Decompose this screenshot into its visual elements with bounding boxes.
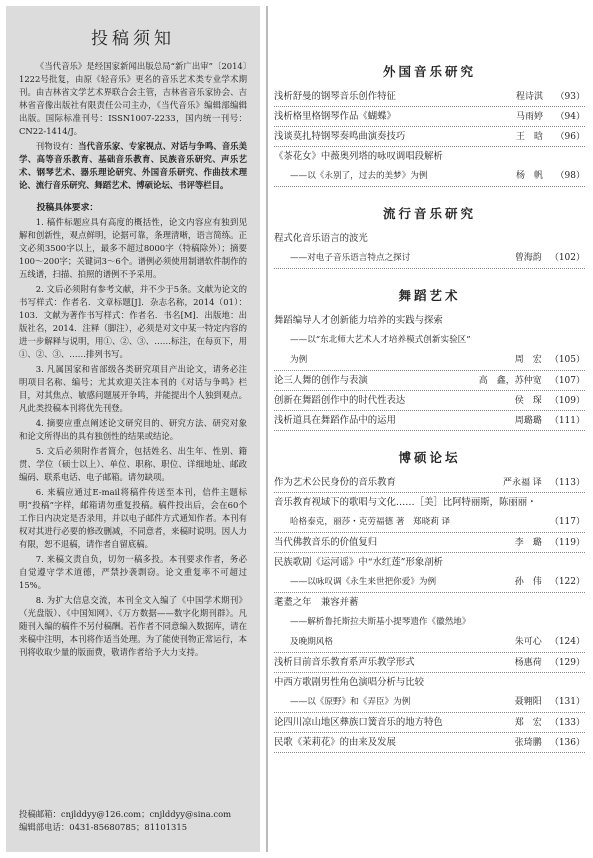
entry-title: 舞蹈编导人才创新能力培养的实践与探索 (274, 315, 443, 326)
toc-entry[interactable] (274, 371, 585, 391)
entry-author: 杨 帆 (515, 171, 543, 181)
entry-page: （98） (555, 171, 585, 181)
column-divider (266, 6, 268, 852)
email-line: 投稿邮箱：cnjlddyy@126.com；cnjlddyy@sina.com (19, 809, 232, 819)
toc-entry[interactable] (274, 351, 585, 371)
entry-page: （133） (549, 718, 585, 728)
entry-author: 郑 宏 (514, 718, 542, 728)
entry-page: （136） (549, 738, 585, 748)
entry-page: （111） (549, 416, 585, 426)
entry-page: （94） (555, 112, 585, 122)
toc-entry[interactable] (274, 533, 585, 553)
entry-title: 浅析格里格钢琴作品《蝴蝶》 (274, 111, 396, 122)
entry-title: ——以“东北师大艺术人才培养模式创新实验区” (290, 335, 471, 345)
toc-entry[interactable] (274, 733, 585, 753)
entry-title: 论四川凉山地区彝族口簧音乐的地方特色 (274, 717, 443, 728)
entry-title: 民族歌剧《运河谣》中“水红莲”形象剖析 (274, 557, 443, 568)
intro-paragraph: 《当代音乐》是经国家新闻出版总局“新广出审”〔2014〕1222号批复，由原《轻音乐》更名的音乐艺术类专业学术期刊。由吉林省文学艺术界联合会主管，吉林省音乐家协会、吉林省音像出版社有限责任公司主办，《当代音乐》编辑部编辑出版。国际标准刊号：ISSN1007-2233，国内统一刊号：CN22-1414/J。 (19, 61, 247, 136)
entry-title: 浅析舒曼的钢琴音乐创作特征 (274, 91, 396, 102)
entry-title: 浅析道具在舞蹈作品中的运用 (274, 415, 396, 426)
toc-entry[interactable] (274, 411, 585, 431)
entry-author: 马雨婷 (515, 112, 543, 122)
entry-page: （107） (549, 376, 585, 386)
section-title: 舞蹈艺术 (398, 288, 461, 303)
phone-line: 编辑部电话：0431-85680785；81101315 (19, 822, 188, 832)
entry-title: 民歌《茉莉花》的由来及发展 (274, 737, 396, 748)
rule-paragraph: 6. 来稿应通过E-mail将稿件传送至本刊，信件主题标明“投稿”字样，邮箱请勿重复投稿。稿件投出后，会在60个工作日内决定是否录用，并以电子邮件方式通知作者。本刊有权对其进行必要的修改删减，不同意者，来稿时说明。因人力有限，恕不退稿，请作者自留底稿。 (19, 487, 247, 549)
entry-page: （105） (549, 355, 585, 365)
toc-entry[interactable] (274, 573, 585, 593)
entry-title: 创新在舞蹈创作中的时代性表达 (274, 395, 406, 406)
entry-author: 周璐璐 (514, 416, 542, 426)
entry-title: 耄耋之年 兼容并蓄 (274, 597, 359, 608)
entry-author: 高 鑫，苏仲宽 (478, 376, 542, 386)
rule-paragraph: 3. 凡属国家和省部级各类研究项目产出论文，请务必注明项目名称、编号；尤其欢迎关注本刊的《对话与争鸣》栏目，对其焦点、敏感问题展开争鸣，并能提出个人独到观点。凡此类投稿本刊将优先刊登。 (19, 364, 247, 413)
toc-entry[interactable] (274, 147, 585, 167)
entry-page: （129） (549, 658, 585, 668)
entry-title: 当代佛教音乐的价值复归 (274, 537, 378, 548)
entry-page: （131） (549, 697, 585, 707)
entry-page: （119） (549, 538, 585, 548)
entry-title: ——以《原野》和《弄臣》为例 (290, 697, 411, 707)
toc-entry[interactable] (274, 633, 585, 653)
toc-entry[interactable] (274, 311, 585, 331)
entry-title: 及晚期风格 (290, 637, 333, 647)
rule-paragraph: 5. 文后必须附作者简介，包括姓名、出生年、性别、籍贯、学位（硕士以上）、单位、职称、职位、详细地址、邮政编码、联系电话、电子邮箱。请勿缺项。 (19, 446, 247, 482)
entry-title: ——解析鲁托斯拉夫斯基小提琴遗作《徽然地》 (290, 617, 471, 627)
rule-paragraph: 2. 文后必须附有参考文献，并不少于5条。文献为论文的书写样式：作者名．文章标题[J]．杂志名称，2014（01）：103．文献为著作书写样式：作者名．书名[M]．出版地：出版社名，2014．注释（脚注），必须是对文中某一特定内容的进一步解释与说明，用①、②、③、……标注，在每页下，用①、②、③、……排列书写。 (19, 284, 247, 359)
toc-entry[interactable] (274, 229, 585, 249)
toc-entry[interactable] (274, 167, 585, 187)
contact-footer (19, 808, 231, 834)
toc-entry[interactable] (274, 653, 585, 673)
entry-author: 周 宏 (514, 355, 542, 365)
entry-author: 聂翱阳 (514, 697, 542, 707)
entry-author: 曾海韵 (514, 253, 542, 263)
entry-page: （122） (549, 577, 585, 587)
entry-author: 杨惠荷 (514, 658, 542, 668)
toc-entry[interactable] (274, 331, 585, 351)
toc-entry[interactable] (274, 553, 585, 573)
entry-page: （96） (555, 132, 585, 142)
columns-lead: 刊物设有： (35, 141, 79, 151)
entry-title: ——以咏叹调《永生来世把你爱》为例 (290, 577, 437, 587)
requirements-title: 投稿具体要求： (36, 203, 99, 213)
toc-entry[interactable] (274, 613, 585, 633)
entry-author: 朱可心 (514, 637, 542, 647)
submission-guidelines-panel (6, 6, 260, 852)
entry-page: （102） (549, 253, 585, 263)
entry-title: 论三人舞的创作与表演 (274, 375, 368, 386)
toc-entry[interactable] (274, 391, 585, 411)
entry-title: ——对电子音乐语言特点之探讨 (290, 253, 411, 263)
toc-entry[interactable] (274, 713, 585, 733)
table-of-contents (274, 62, 585, 770)
entry-author: 孙 伟 (514, 577, 542, 587)
entry-author: 李 璐 (514, 538, 542, 548)
entry-title: 程式化音乐语言的波光 (274, 233, 368, 244)
entry-page: （109） (549, 396, 585, 406)
toc-entry[interactable] (274, 473, 585, 493)
entry-author: 严永福 译 (502, 478, 542, 488)
guidelines-title: 投稿须知 (91, 29, 175, 49)
entry-page: （113） (549, 478, 585, 488)
entry-page: （124） (549, 637, 585, 647)
rule-paragraph: 8. 为扩大信息交流，本刊全文入编了《中国学术期刊》（光盘版）、《中国知网》、《万方数据——数字化期刊群》。凡随刊入编的稿件不另付稿酬。若作者不同意编入数据库，请在来稿中注明，本刊将作适当处理。为了能使刊物正常运行，本刊将收取少量的版面费，敬请作者给予大力支持。 (19, 595, 247, 657)
entry-title: 音乐教育视域下的歌唱与文化……［美］比阿特丽斯，陈丽丽・ (274, 497, 537, 508)
entry-author: 侯 琛 (514, 396, 542, 406)
rule-paragraph: 1. 稿件标题应具有高度的概括性，论文内容应有独到见解和创新性，观点鲜明，论据可靠，条理清晰，语言简练。正文必须3500字以上，最多不超过8000字（特稿除外）；摘要100～200字；关键词3～6个。谱例必须使用制谱软件制作的五线谱，扫描、拍照的谱例不予采用。 (19, 217, 247, 279)
toc-section (274, 62, 585, 187)
toc-entry[interactable] (274, 127, 585, 147)
entry-title: 浅析目前音乐教育系声乐教学形式 (274, 657, 415, 668)
toc-entry[interactable] (274, 513, 585, 533)
entry-page: （117） (549, 517, 585, 527)
toc-section (274, 448, 585, 753)
entry-author: 王 晗 (515, 132, 543, 142)
toc-entry[interactable] (274, 673, 585, 693)
entry-title: 中西方歌剧男性角色演唱分析与比较 (274, 677, 425, 688)
entry-title: 哈格泰克，丽莎・克劳福德 著 郑晓莉 译 (290, 517, 451, 527)
section-title: 外国音乐研究 (382, 64, 476, 79)
columns-list: 当代音乐家、专家视点、对话与争鸣、音乐美学、高等音乐教育、基础音乐教育、民族音乐研究、声乐艺术、钢琴艺术、器乐理论研究、外国音乐研究、作曲技术理论、流行音乐研究、舞蹈艺术、博硕论坛、书评等栏目。 (19, 141, 248, 190)
entry-author: 程诗淇 (515, 92, 543, 102)
entry-title: 作为艺术公民身份的音乐教育 (274, 477, 396, 488)
entry-title: 浅谈莫扎特钢琴奏鸣曲演奏技巧 (274, 131, 406, 142)
entry-title: 为例 (290, 355, 308, 365)
entry-title: 《茶花女》中薇奥列塔的咏叹调唱段解析 (274, 151, 443, 162)
toc-section (274, 286, 585, 431)
entry-page: （93） (555, 92, 585, 102)
toc-entry[interactable] (274, 107, 585, 127)
columns-paragraph (19, 140, 247, 192)
toc-entry[interactable] (274, 693, 585, 713)
entry-title: ——以《永别了，过去的美梦》为例 (290, 171, 428, 181)
section-title: 流行音乐研究 (382, 206, 476, 221)
toc-section (274, 204, 585, 269)
rule-paragraph: 7. 来稿文责自负，切勿一稿多投。本刊要求作者，务必自觉遵守学术道德，严禁抄袭剽窃。论文重复率不可超过15%。 (19, 554, 247, 590)
toc-entry[interactable] (274, 493, 585, 513)
toc-entry[interactable] (274, 593, 585, 613)
toc-entry[interactable] (274, 249, 585, 269)
entry-author: 张琦鹏 (514, 738, 542, 748)
rule-paragraph: 4. 摘要应重点阐述论文研究目的、研究方法、研究对象和论文所得出的具有独创性的结果或结论。 (19, 418, 247, 441)
toc-entry[interactable] (274, 87, 585, 107)
section-title: 博硕论坛 (398, 450, 461, 465)
